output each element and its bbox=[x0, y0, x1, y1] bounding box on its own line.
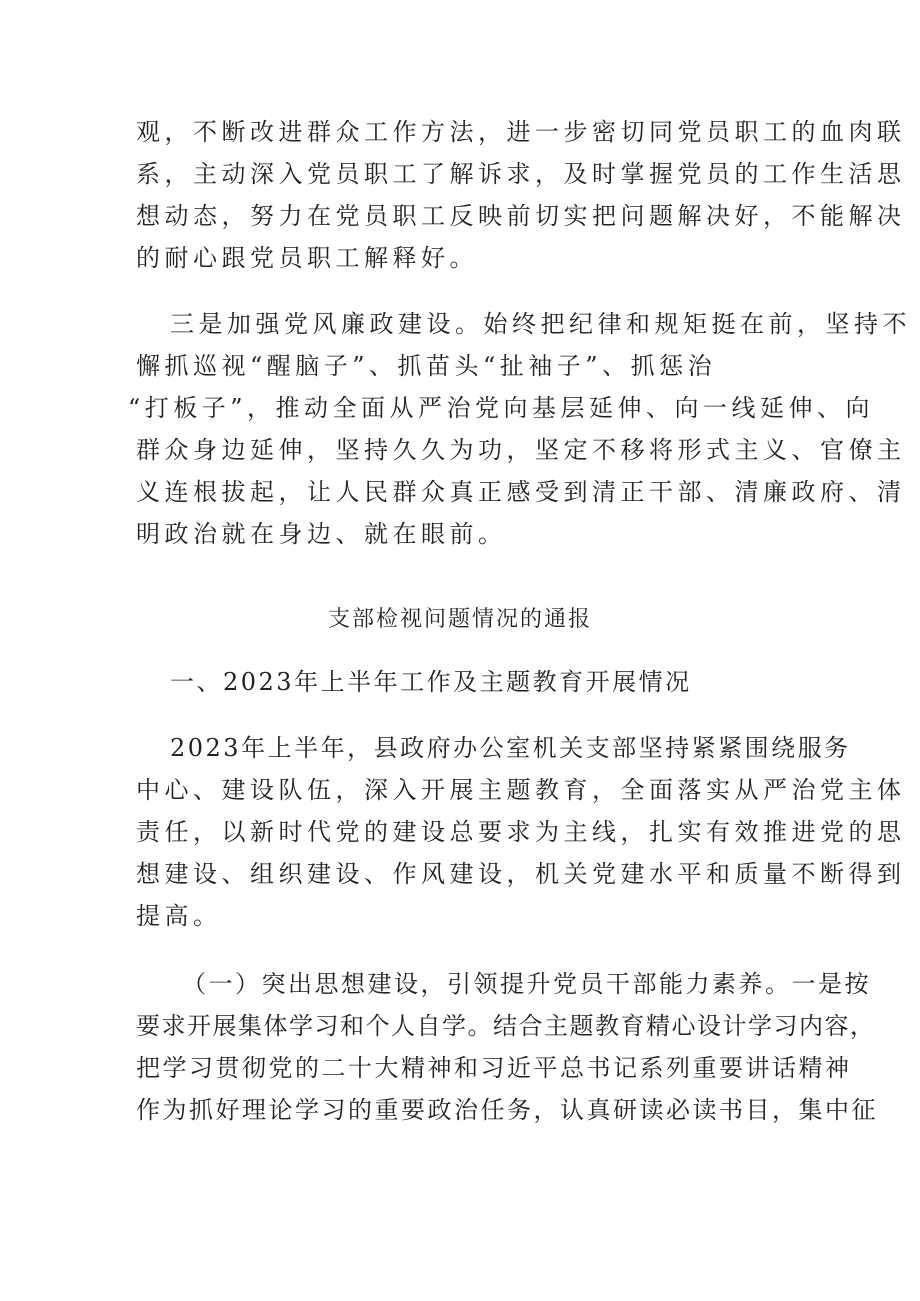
body-text-line: 提高。 bbox=[136, 902, 222, 930]
body-text-line: 想建设、组织建设、作风建设，机关党建水平和质量不断得到 bbox=[136, 860, 906, 888]
body-text-line: 群众身边延伸，坚持久久为功，坚定不移将形式主义、官僚主 bbox=[136, 436, 906, 464]
body-text-line: 中心、建设队伍，深入开展主题教育，全面落实从严治党主体 bbox=[136, 776, 906, 804]
paragraph-start-line: 2023年上半年，县政府办公室机关支部坚持紧紧围绕服务 bbox=[170, 734, 851, 762]
paragraph-start-line: 三是加强党风廉政建设。始终把纪律和规矩挺在前，坚持不 bbox=[170, 310, 911, 338]
body-text-line: 观，不断改进群众工作方法，进一步密切同党员职工的血肉联 bbox=[136, 118, 906, 146]
body-text-line: 明政治就在身边、就在眼前。 bbox=[136, 520, 507, 548]
body-text-line: 责任，以新时代党的建设总要求为主线，扎实有效推进党的思 bbox=[136, 818, 906, 846]
body-text-line: 要求开展集体学习和个人自学。结合主题教育精心设计学习内容， bbox=[136, 1012, 876, 1040]
body-text-line: 想动态，努力在党员职工反映前切实把问题解决好，不能解决 bbox=[136, 202, 906, 230]
body-text-line: 懈抓巡视“醒脑子”、抓苗头“扯袖子”、抓惩治 bbox=[136, 352, 717, 380]
body-text-line: 的耐心跟党员职工解释好。 bbox=[136, 244, 478, 272]
paragraph-start-line: （一）突出思想建设，引领提升党员干部能力素养。一是按 bbox=[182, 970, 871, 998]
body-text-line: 系，主动深入党员职工了解诉求，及时掌握党员的工作生活思 bbox=[136, 160, 906, 188]
body-text-line: 把学习贯彻党的二十大精神和习近平总书记系列重要讲话精神 bbox=[136, 1054, 852, 1082]
body-text-line: 作为抓好理论学习的重要政治任务，认真研读必读书目，集中征 bbox=[136, 1096, 878, 1124]
body-text-line: 义连根拔起，让人民群众真正感受到清正干部、清廉政府、清 bbox=[136, 478, 906, 506]
body-text-line: “打板子”，推动全面从严治党向基层延伸、向一线延伸、向 bbox=[128, 394, 875, 422]
section-title: 支部检视问题情况的通报 bbox=[327, 607, 592, 632]
section-heading: 一、2023年上半年工作及主题教育开展情况 bbox=[170, 668, 692, 696]
